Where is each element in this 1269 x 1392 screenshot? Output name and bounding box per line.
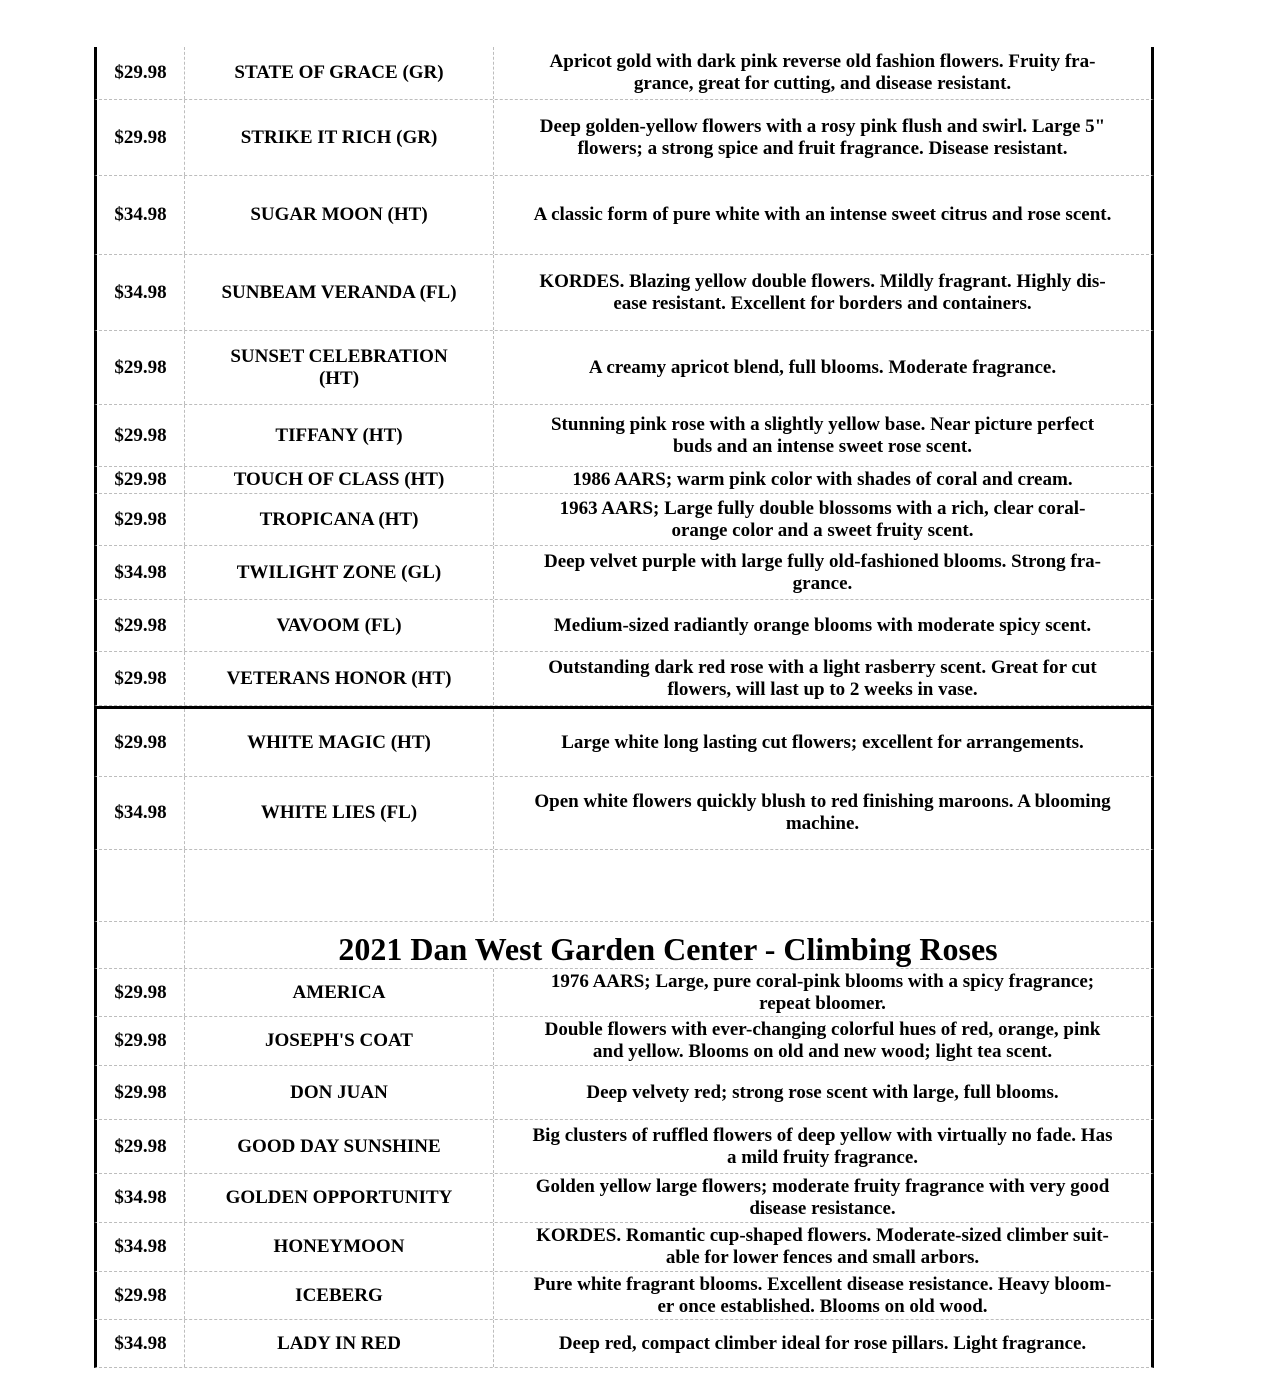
description-line: Golden yellow large flowers; moderate fruity fragrance with very good [535, 1176, 1110, 1197]
description-line: KORDES. Romantic cup-shaped flowers. Moderate-sized climber suit- [536, 1225, 1109, 1246]
description-cell [494, 969, 1151, 1016]
table-row [94, 47, 1154, 100]
description-line: A classic form of pure white with an intense sweet citrus and rose scent. [533, 204, 1112, 225]
table-row [94, 331, 1154, 405]
table-row [94, 1017, 1154, 1066]
price-cell: $29.98 [97, 405, 185, 466]
table-row [94, 255, 1154, 331]
description-cell [494, 777, 1151, 849]
rose-name-cell: TIFFANY (HT) [185, 405, 494, 466]
section-title-row [94, 922, 1154, 969]
rose-name-cell: ICEBERG [185, 1272, 494, 1319]
table-row [94, 652, 1154, 706]
price-cell: $34.98 [97, 1320, 185, 1367]
description-line: A creamy apricot blend, full blooms. Moderate fragrance. [588, 356, 1057, 378]
description-line: 1986 AARS; warm pink color with shades of coral and cream. [572, 469, 1073, 490]
description-line: Deep velvety red; strong rose scent with large, full blooms. [586, 1081, 1059, 1103]
description-cell [494, 1120, 1151, 1173]
rose-name-cell: TROPICANA (HT) [185, 494, 494, 545]
description-line: Medium-sized radiantly orange blooms with moderate spicy scent. [553, 614, 1092, 636]
rose-name-cell: TWILIGHT ZONE (GL) [185, 546, 494, 599]
rose-name-cell: WHITE LIES (FL) [185, 777, 494, 849]
price-cell: $29.98 [97, 969, 185, 1016]
rose-name-cell: HONEYMOON [185, 1223, 494, 1271]
description-cell [494, 405, 1151, 466]
description-cell [494, 100, 1151, 175]
description-line: Apricot gold with dark pink reverse old fashion flowers. Fruity fra- [549, 51, 1096, 72]
rose-name-line: SUNSET CELEBRATION [230, 345, 448, 367]
rose-name-cell: GOLDEN OPPORTUNITY [185, 1174, 494, 1222]
price-cell: $29.98 [97, 600, 185, 651]
description-cell [494, 1223, 1151, 1271]
price-cell: $34.98 [97, 546, 185, 599]
description-cell [494, 652, 1151, 705]
table-row [94, 176, 1154, 255]
description-line: Pure white fragrant blooms. Excellent disease resistance. Heavy bloom- [533, 1273, 1112, 1295]
price-cell: $29.98 [97, 494, 185, 545]
rose-name-cell: STRIKE IT RICH (GR) [185, 100, 494, 175]
table-row [94, 1066, 1154, 1120]
description-cell [494, 47, 1151, 99]
price-cell: $29.98 [97, 1066, 185, 1119]
price-cell: $29.98 [97, 1017, 185, 1065]
rose-name-cell: VETERANS HONOR (HT) [185, 652, 494, 705]
table-row [94, 1320, 1154, 1368]
description-line: Deep velvet purple with large fully old-fashioned blooms. Strong fra- [544, 550, 1101, 572]
description-cell [494, 600, 1151, 651]
description-line: Deep red, compact climber ideal for rose pillars. Light fragrance. [558, 1332, 1087, 1354]
description-cell [494, 1066, 1151, 1119]
description-cell [494, 1174, 1151, 1222]
rose-name-cell: SUGAR MOON (HT) [185, 176, 494, 254]
description-line: 1963 AARS; Large fully double blossoms with a rich, clear coral- [559, 497, 1086, 519]
description-line: grance, great for cutting, and disease resistant. [633, 73, 1012, 94]
rose-name-cell: GOOD DAY SUNSHINE [185, 1120, 494, 1173]
description-line: grance. [792, 572, 853, 594]
description-cell [494, 546, 1151, 599]
description-cell [494, 709, 1151, 776]
price-cell: $34.98 [97, 1223, 185, 1271]
description-cell [494, 176, 1151, 254]
description-line: Double flowers with ever-changing colorful hues of red, orange, pink [544, 1019, 1101, 1040]
description-line: Open white flowers quickly blush to red finishing maroons. A blooming [534, 791, 1111, 812]
rose-name-cell: WHITE MAGIC (HT) [185, 709, 494, 776]
empty-cell [494, 850, 1151, 921]
description-line: Large white long lasting cut flowers; excellent for arrangements. [561, 731, 1084, 753]
price-cell: $29.98 [97, 1272, 185, 1319]
table-row [94, 1223, 1154, 1272]
rose-name-cell [185, 331, 494, 404]
description-cell [494, 1017, 1151, 1065]
description-line: a mild fruity fragrance. [726, 1146, 918, 1168]
price-cell: $29.98 [97, 652, 185, 705]
price-cell: $34.98 [97, 176, 185, 254]
rose-name-cell: TOUCH OF CLASS (HT) [185, 467, 494, 493]
rose-name-cell: SUNBEAM VERANDA (FL) [185, 255, 494, 330]
table-row [94, 777, 1154, 850]
price-cell: $29.98 [97, 467, 185, 493]
table-row [94, 405, 1154, 467]
description-cell [494, 494, 1151, 545]
description-line: Stunning pink rose with a slightly yellow base. Near picture perfect [550, 413, 1095, 435]
description-line: Outstanding dark red rose with a light rasberry scent. Great for cut [548, 656, 1097, 678]
table-row [94, 1120, 1154, 1174]
empty-cell [97, 850, 185, 921]
price-cell: $29.98 [97, 331, 185, 404]
description-line: er once established. Blooms on old wood. [657, 1295, 988, 1317]
rose-name-line: (HT) [318, 367, 360, 389]
price-cell: $34.98 [97, 777, 185, 849]
empty-cell [97, 922, 185, 968]
description-cell [494, 1320, 1151, 1367]
description-line: 1976 AARS; Large, pure coral-pink blooms with a spicy fragrance; [550, 970, 1095, 992]
table-row [94, 706, 1154, 777]
description-cell [494, 1272, 1151, 1319]
description-line: repeat bloomer. [759, 992, 886, 1014]
table-row [94, 1174, 1154, 1223]
table-row [94, 546, 1154, 600]
description-line: ease resistant. Excellent for borders and containers. [613, 292, 1032, 314]
description-cell [494, 331, 1151, 404]
price-cell: $29.98 [97, 709, 185, 776]
price-cell: $34.98 [97, 1174, 185, 1222]
table-row [94, 494, 1154, 546]
empty-cell [185, 850, 494, 921]
description-line: and yellow. Blooms on old and new wood; light tea scent. [592, 1041, 1053, 1062]
description-line: flowers; a strong spice and fruit fragrance. Disease resistant. [577, 137, 1068, 159]
rose-name-cell: AMERICA [185, 969, 494, 1016]
table-row [94, 100, 1154, 176]
section-title: 2021 Dan West Garden Center - Climbing Roses [338, 931, 998, 967]
rose-name-cell: VAVOOM (FL) [185, 600, 494, 651]
description-line: KORDES. Blazing yellow double flowers. Mildly fragrant. Highly dis- [539, 270, 1106, 292]
price-cell: $29.98 [97, 100, 185, 175]
description-line: able for lower fences and small arbors. [665, 1247, 980, 1268]
table-row [94, 467, 1154, 494]
rose-name-cell: DON JUAN [185, 1066, 494, 1119]
table-row [94, 969, 1154, 1017]
description-cell [494, 467, 1151, 493]
description-line: Deep golden-yellow flowers with a rosy pink flush and swirl. Large 5" [539, 115, 1106, 137]
description-line: flowers, will last up to 2 weeks in vase. [667, 678, 978, 700]
description-line: buds and an intense sweet rose scent. [673, 435, 972, 457]
description-line: Big clusters of ruffled flowers of deep yellow with virtually no fade. Has [532, 1124, 1113, 1146]
rose-name-cell: LADY IN RED [185, 1320, 494, 1367]
description-cell [494, 255, 1151, 330]
price-cell: $34.98 [97, 255, 185, 330]
spacer-row [94, 850, 1154, 922]
description-line: machine. [785, 813, 860, 834]
description-line: disease resistance. [749, 1198, 896, 1219]
table-row [94, 600, 1154, 652]
rose-name-cell: JOSEPH'S COAT [185, 1017, 494, 1065]
rose-name-cell: STATE OF GRACE (GR) [185, 47, 494, 99]
price-cell: $29.98 [97, 1120, 185, 1173]
price-cell: $29.98 [97, 47, 185, 99]
description-line: orange color and a sweet fruity scent. [671, 519, 974, 541]
rose-price-table [94, 47, 1154, 1368]
table-row [94, 1272, 1154, 1320]
